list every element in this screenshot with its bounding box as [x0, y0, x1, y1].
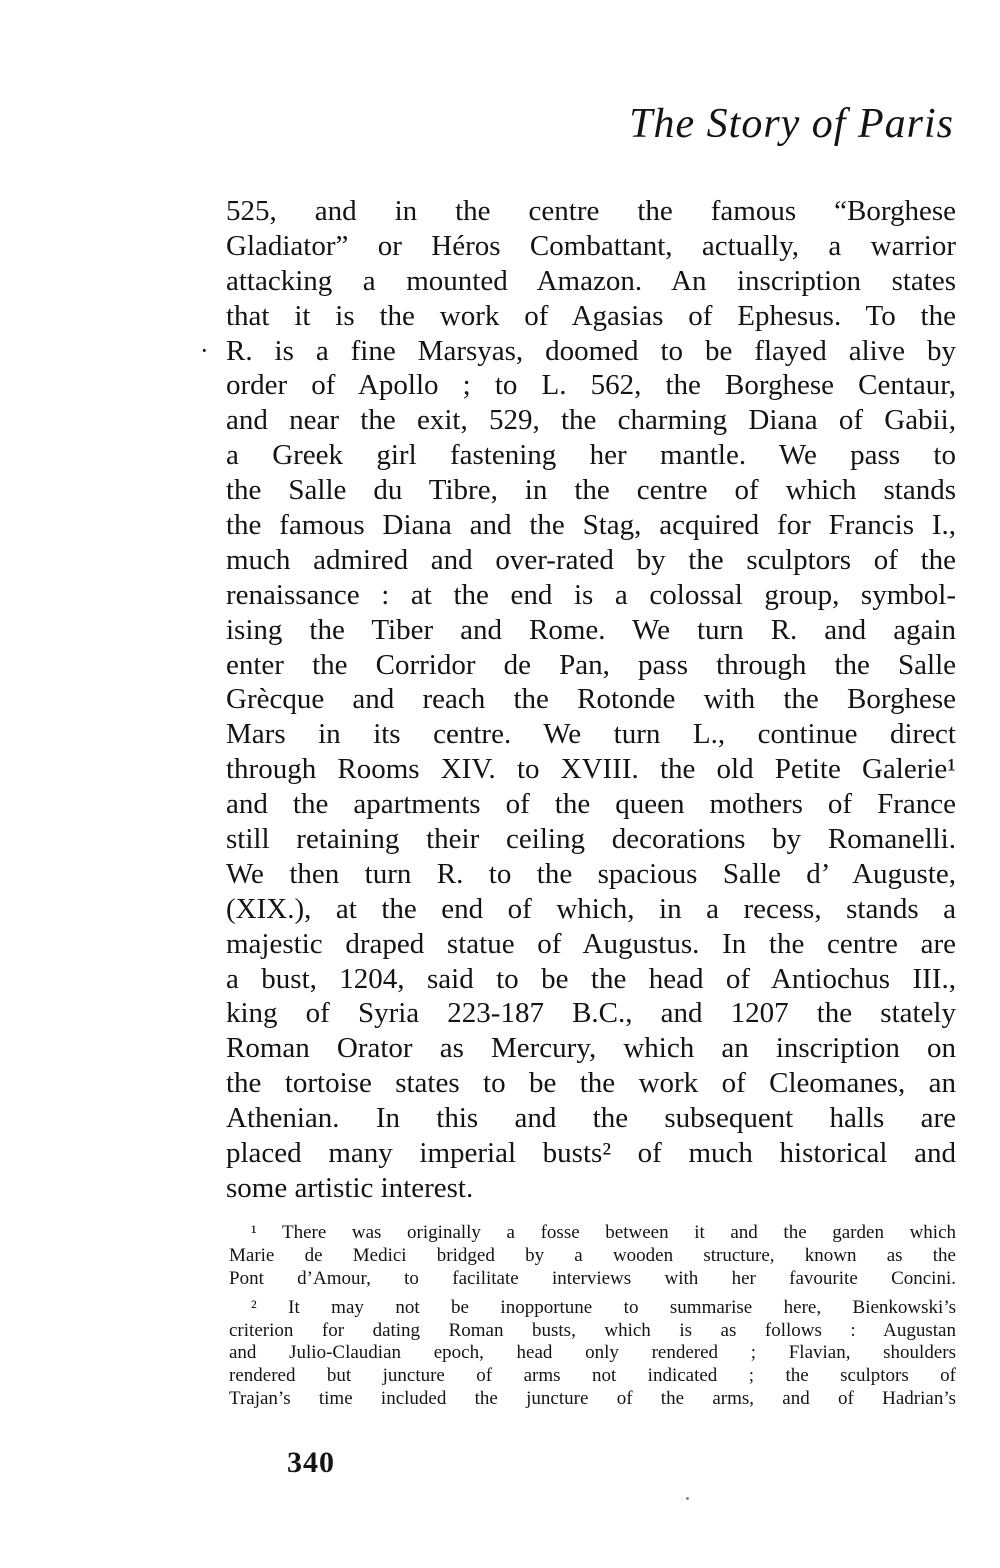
body-line: Athenian. In this and the subsequent halls are [226, 1102, 956, 1135]
body-line: Roman Orator as Mercury, which an inscription on [226, 1032, 956, 1065]
margin-mark: · [200, 336, 209, 365]
body-line: We then turn R. to the spacious Salle d’ Auguste, [226, 857, 956, 890]
body-line: majestic draped statue of Augustus. In the centre are [226, 927, 956, 960]
body-line: and the apartments of the queen mothers of France [226, 788, 956, 821]
body-line: still retaining their ceiling decorations by Romanelli. [226, 823, 956, 856]
body-line-last: some artistic interest. [226, 1171, 474, 1204]
body-line: Gladiator” or Héros Combattant, actually, a warrior [226, 229, 956, 262]
body-line: and near the exit, 529, the charming Diana of Gabii, [226, 404, 956, 437]
body-line: that it is the work of Agasias of Ephesus. To the [226, 299, 956, 332]
body-line: the Salle du Tibre, in the centre of which stands [226, 474, 956, 507]
body-line: R. is a fine Marsyas, doomed to be flayed alive by [226, 334, 956, 367]
body-line: renaissance : at the end is a colossal group, symbol- [226, 578, 956, 611]
footnote-line: Trajan’s time included the juncture of the arms, and of Hadrian’s [229, 1388, 956, 1410]
body-line: attacking a mounted Amazon. An inscription states [226, 264, 956, 297]
footnote-line: and Julio-Claudian epoch, head only rendered ; Flavian, shoulders [229, 1342, 956, 1364]
footnote-line: rendered but juncture of arms not indicated ; the sculptors of [229, 1365, 956, 1387]
body-line: placed many imperial busts² of much historical and [226, 1137, 956, 1170]
footnote-line: Pont d’Amour, to facilitate interviews with her favourite Concini. [229, 1267, 956, 1289]
body-line: order of Apollo ; to L. 562, the Borghese Centaur, [226, 369, 956, 402]
body-line: 525, and in the centre the famous “Borghese [226, 195, 956, 227]
body-line: ising the Tiber and Rome. We turn R. and again [226, 613, 956, 646]
body-line: Mars in its centre. We turn L., continue direct [226, 718, 956, 751]
body-text [226, 194, 956, 1206]
footnote-line: ² It may not be inopportune to summarise here, Bienkowski’s [251, 1296, 956, 1318]
body-line: a Greek girl fastening her mantle. We pass to [226, 439, 956, 472]
page-number: 340 [287, 1446, 335, 1479]
footnote-line: ¹ There was originally a fosse between it and the garden which [251, 1222, 956, 1243]
body-line: enter the Corridor de Pan, pass through the Salle [226, 648, 956, 681]
body-line: much admired and over-rated by the sculptors of the [226, 543, 956, 576]
body-line: through Rooms XIV. to XVIII. the old Petite Galerie¹ [226, 753, 956, 786]
paper-speck [686, 1497, 689, 1500]
body-line: the tortoise states to be the work of Cleomanes, an [226, 1067, 956, 1100]
footnote-1 [229, 1222, 956, 1291]
footnote-2 [229, 1297, 956, 1411]
body-line: Grècque and reach the Rotonde with the Borghese [226, 683, 956, 716]
footnotes [229, 1222, 956, 1411]
body-line: the famous Diana and the Stag, acquired for Francis I., [226, 509, 956, 542]
running-head: The Story of Paris [629, 101, 954, 147]
footnote-line: criterion for dating Roman busts, which is as follows : Augustan [229, 1319, 956, 1341]
body-line: king of Syria 223-187 B.C., and 1207 the stately [226, 997, 956, 1030]
footnote-line: Marie de Medici bridged by a wooden structure, known as the [229, 1244, 956, 1266]
body-line: (XIX.), at the end of which, in a recess, stands a [226, 892, 956, 925]
body-line: a bust, 1204, said to be the head of Antiochus III., [226, 962, 956, 995]
